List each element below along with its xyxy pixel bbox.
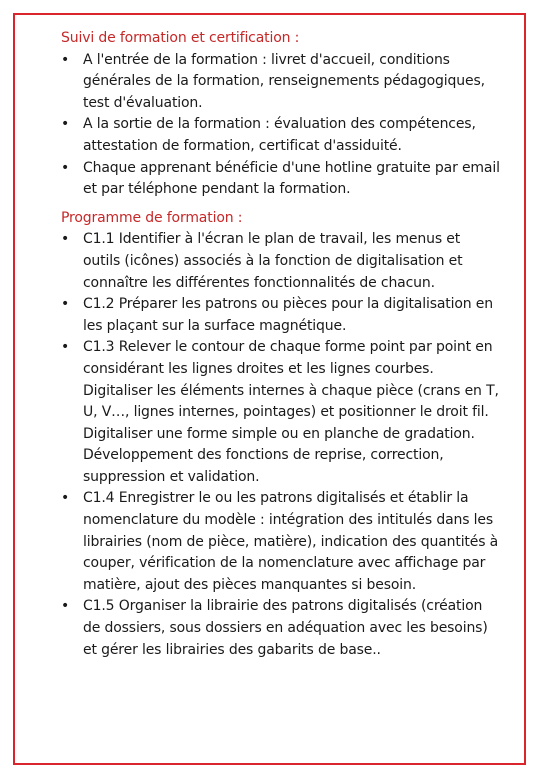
bullet-list: [61, 50, 501, 201]
bullet-icon: •: [61, 159, 70, 176]
list-item-text: Chaque apprenant bénéficie d'une hotline gratuite par email et par téléphone pendant la formation.: [83, 159, 500, 198]
section-suivi-formation: [61, 28, 501, 201]
bullet-list: [61, 229, 501, 661]
list-item: [61, 596, 501, 661]
bullet-icon: •: [61, 296, 70, 313]
section-title: Programme de formation :: [61, 209, 243, 226]
bullet-icon: •: [61, 339, 70, 356]
list-item-text: C1.5 Organiser la librairie des patrons digitalisés (création de dossiers, sous dossiers en adéquation avec les besoins) et gérer les librairies des gabarits de base..: [83, 598, 488, 658]
list-item: [61, 114, 501, 157]
list-item-text: A la sortie de la formation : évaluation des compétences, attestation de formation, certificat d'assiduité.: [83, 116, 476, 154]
document-body: [61, 28, 501, 661]
bullet-icon: •: [61, 116, 70, 133]
list-item: [61, 229, 501, 294]
list-item-text: C1.2 Préparer les patrons ou pièces pour la digitalisation en les plaçant sur la surface magnétique.: [83, 296, 493, 334]
list-item: [61, 294, 501, 337]
list-item-text: A l'entrée de la formation : livret d'accueil, conditions générales de la formation, renseignements pédagogiques, test d'évaluation.: [83, 51, 485, 111]
section-title: Suivi de formation et certification :: [61, 30, 300, 46]
bullet-icon: •: [61, 490, 70, 507]
list-item-text: C1.3 Relever le contour de chaque forme point par point en considérant les lignes droites et les lignes courbes. Digitaliser les éléments internes à chaque pièce (crans en T, U, V…, lignes internes, pointages) et positionner le droit fil. Digitaliser une forme simple ou en planche de gradation. Développement des fonctions de reprise, correction, suppression et validation.: [83, 339, 499, 485]
list-item: [61, 337, 501, 488]
list-item: [61, 158, 501, 201]
bullet-icon: •: [61, 598, 70, 615]
bullet-icon: •: [61, 231, 70, 248]
list-item-text: C1.1 Identifier à l'écran le plan de travail, les menus et outils (icônes) associés à la fonction de digitalisation et connaître les différentes fonctionnalités de chacun.: [83, 231, 463, 291]
list-item: [61, 488, 501, 596]
list-item-text: C1.4 Enregistrer le ou les patrons digitalisés et établir la nomenclature du modèle : intégration des intitulés dans les librairies (nom de pièce, matière), indication des quantités à couper, vérification de la nomenclature avec affichage par matière, ajout des pièces manquantes si besoin.: [83, 490, 499, 593]
section-programme-formation: [61, 208, 501, 661]
list-item: [61, 50, 501, 115]
bullet-icon: •: [61, 51, 70, 68]
